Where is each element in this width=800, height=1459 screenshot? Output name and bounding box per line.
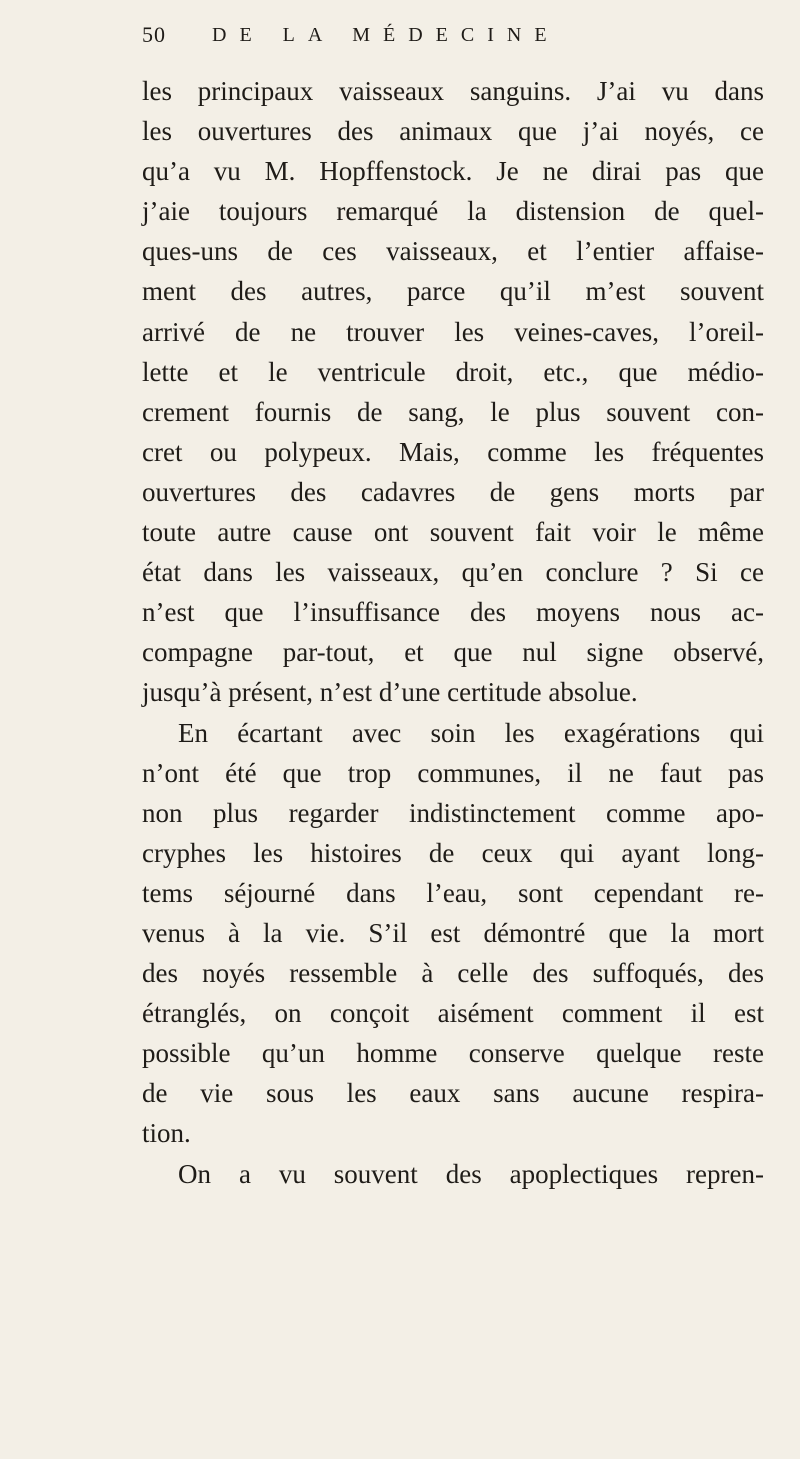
text-line: état dans les vaisseaux, qu’en conclure ? Si ce [142, 557, 764, 588]
text-line: tems séjourné dans l’eau, sont cependant re- [142, 877, 764, 908]
text-line: n’ont été que trop communes, il ne faut pas [142, 757, 764, 788]
page-header [142, 14, 762, 54]
text-line: étranglés, on conçoit aisément comment il est [142, 998, 764, 1029]
text-line: les principaux vaisseaux sanguins. J’ai vu dans [142, 76, 764, 106]
text-line: cryphes les histoires de ceux qui ayant long- [142, 837, 764, 868]
text-line: non plus regarder indistinctement comme apo- [142, 797, 764, 828]
text-line: cret ou polypeux. Mais, comme les fréquentes [142, 436, 764, 467]
text-line: les ouvertures des animaux que j’ai noyés, ce [142, 116, 764, 147]
page-number: 50 [142, 22, 166, 47]
text-line: lette et le ventricule droit, etc., que médio- [142, 356, 764, 387]
body-text [142, 71, 764, 1194]
text-line: On a vu souvent des apoplectiques repren- [178, 1158, 764, 1189]
text-line: jusqu’à présent, n’est d’une certitude absolue. [142, 677, 638, 708]
text-line: des noyés ressemble à celle des suffoqués, des [142, 958, 764, 989]
text-line: toute autre cause ont souvent fait voir le même [142, 517, 764, 548]
text-line: j’aie toujours remarqué la distension de quel- [142, 196, 764, 227]
text-line: arrivé de ne trouver les veines-caves, l’oreil- [142, 316, 764, 347]
text-line: crement fournis de sang, le plus souvent con- [142, 396, 764, 427]
text-line: tion. [142, 1118, 191, 1149]
running-head: DE LA MÉDECINE [212, 24, 560, 46]
text-line: n’est que l’insuffisance des moyens nous ac- [142, 597, 764, 628]
text-line: ques-uns de ces vaisseaux, et l’entier affaise- [142, 236, 764, 267]
text-line: venus à la vie. S’il est démontré que la mort [142, 917, 764, 948]
text-line: possible qu’un homme conserve quelque reste [142, 1038, 764, 1069]
text-line: ment des autres, parce qu’il m’est souvent [142, 276, 764, 307]
text-line: compagne par-tout, et que nul signe observé, [142, 637, 764, 668]
text-line: ouvertures des cadavres de gens morts par [142, 476, 764, 507]
text-line: En écartant avec soin les exagérations qui [178, 717, 764, 748]
text-line: qu’a vu M. Hopffenstock. Je ne dirai pas que [142, 156, 764, 187]
text-line: de vie sous les eaux sans aucune respira- [142, 1078, 764, 1109]
